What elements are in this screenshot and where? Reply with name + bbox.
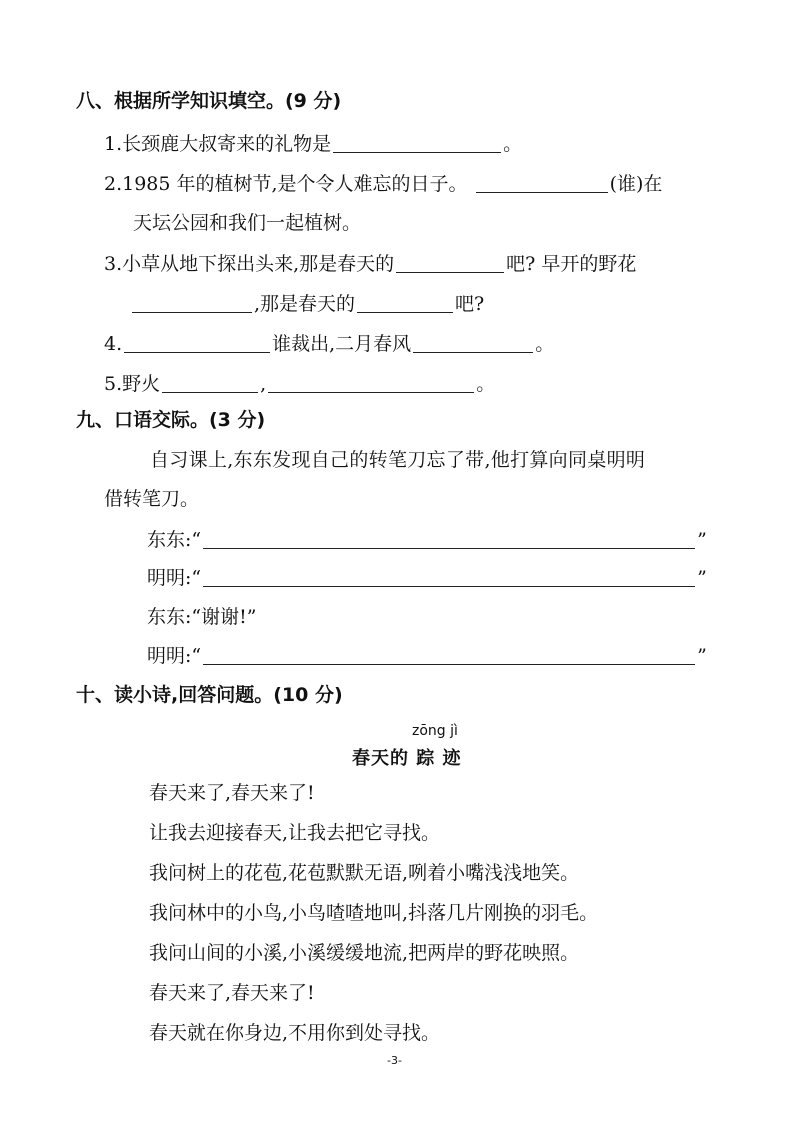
q3-blank-3[interactable] — [357, 294, 453, 313]
close-quote: ” — [697, 529, 707, 551]
q4-num: 4. — [104, 333, 123, 355]
q1-end: 。 — [503, 133, 523, 155]
poem-title-pinyin: zōng jì — [412, 723, 458, 739]
q2-text: 2.1985 年的植树节,是个令人难忘的日子。 — [104, 173, 468, 195]
question-2-continued: 天坛公园和我们一起植树。 — [133, 212, 362, 234]
question-3 — [104, 254, 636, 274]
question-5 — [104, 374, 495, 394]
dialogue-blank-1[interactable] — [203, 530, 695, 549]
q1-blank[interactable] — [333, 134, 501, 153]
poem-title: 春天的 踪 迹 — [352, 748, 462, 769]
page-number: -3- — [387, 1054, 402, 1067]
dialogue-dongdong-2: 东东:“谢谢!” — [147, 606, 257, 628]
q4-blank-1[interactable] — [124, 334, 270, 353]
scenario-line-1: 自习课上,东东发现自己的转笔刀忘了带,他打算向同桌明明 — [150, 449, 646, 471]
question-4 — [104, 334, 554, 354]
q1-text: 1.长颈鹿大叔寄来的礼物是 — [104, 133, 332, 155]
q3-mid: 吧? 早开的野花 — [506, 253, 637, 275]
dialogue-dongdong-1 — [147, 530, 707, 550]
dialogue-mingming-2 — [147, 646, 707, 666]
q3-blank-2[interactable] — [132, 294, 252, 313]
section-10-title: 十、读小诗,回答问题。(10 分) — [76, 684, 343, 706]
q3-text-2: ,那是春天的 — [254, 293, 356, 315]
dialogue-blank-2[interactable] — [203, 568, 695, 587]
poem-line: 春天就在你身边,不用你到处寻找。 — [149, 1022, 441, 1044]
section-8-title: 八、根据所学知识填空。(9 分) — [76, 90, 342, 112]
close-quote: ” — [697, 645, 707, 667]
q3-blank-1[interactable] — [396, 254, 504, 273]
q5-blank-2[interactable] — [268, 374, 474, 393]
q5-text: 5.野火 — [104, 373, 161, 395]
q4-blank-2[interactable] — [413, 334, 533, 353]
q5-comma: , — [260, 373, 267, 395]
q3-text: 3.小草从地下探出头来,那是春天的 — [104, 253, 395, 275]
scenario-line-2: 借转笔刀。 — [104, 488, 200, 510]
poem-line: 让我去迎接春天,让我去把它寻找。 — [149, 822, 441, 844]
poem-line: 我问林中的小鸟,小鸟喳喳地叫,抖落几片刚换的羽毛。 — [149, 902, 599, 924]
poem-line: 我问树上的花苞,花苞默默无语,咧着小嘴浅浅地笑。 — [149, 862, 580, 884]
q2-blank[interactable] — [476, 174, 608, 193]
q5-end: 。 — [476, 373, 496, 395]
q2-suffix: (谁)在 — [609, 173, 663, 195]
poem-line: 春天来了,春天来了! — [149, 982, 315, 1004]
dialogue-mingming-1 — [147, 568, 707, 588]
question-3-continued — [130, 294, 484, 314]
poem-line: 我问山间的小溪,小溪缓缓地流,把两岸的野花映照。 — [149, 942, 580, 964]
q3-end: 吧? — [455, 293, 485, 315]
q4-end: 。 — [535, 333, 555, 355]
close-quote: ” — [697, 567, 707, 589]
speaker-mingming: 明明:“ — [147, 645, 202, 667]
speaker-mingming: 明明:“ — [147, 567, 202, 589]
speaker-dongdong: 东东:“ — [147, 529, 202, 551]
poem-line: 春天来了,春天来了! — [149, 782, 315, 804]
question-1 — [104, 134, 522, 154]
section-9-title: 九、口语交际。(3 分) — [76, 409, 266, 431]
q5-blank-1[interactable] — [162, 374, 258, 393]
dialogue-blank-3[interactable] — [203, 646, 695, 665]
q4-text: 谁裁出,二月春风 — [272, 333, 412, 355]
question-2 — [104, 174, 662, 194]
